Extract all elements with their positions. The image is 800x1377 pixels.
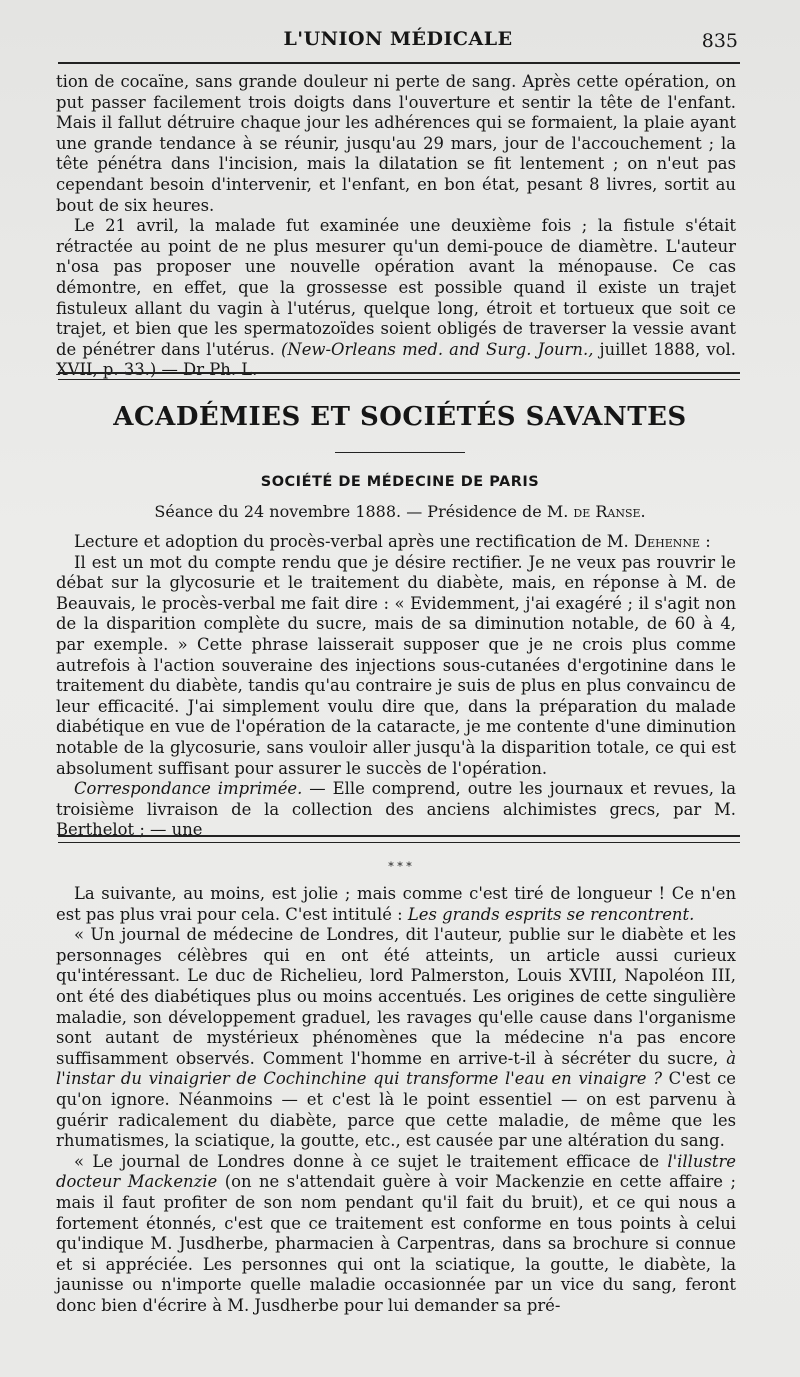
section-title: ACADÉMIES ET SOCIÉTÉS SAVANTES <box>113 402 687 432</box>
correspondance-text: — Elle comprend, outre les journaux et revues, la troisième livraison de la collection des anciens alchimistes grecs, par M. Berthelot ; — une <box>56 779 736 840</box>
page-number: 835 <box>701 30 738 52</box>
feuilleton-p1-title: Les grands esprits se rencontrent. <box>407 904 695 924</box>
adoption-name: Dehenne : <box>633 532 711 551</box>
adoption-line <box>56 532 736 553</box>
correspondance-label: Correspondance imprimée. <box>74 779 303 799</box>
header-rule <box>58 62 740 64</box>
feuilleton-paragraph-3 <box>56 1152 736 1317</box>
feuilleton-p3-text-b: (on ne s'attendait guère à voir Mackenzie en cette affaire ; mais il faut profiter de son nom pendant qu'il fait du bruit), et ce qui nous a fortement étonnés, c'est que ce traitement est conforme en tous points à celui qu'indique M. Jusdherbe, pharmacien à Carpentras, dans sa brochure si connue et si appréciée. Les personnes qui ont la sciatique, la goutte, le diabète, la jaunisse ou n'importe quelle maladie occasionnée par un vice du sang, feront donc bien d'écrire à M. Jusdherbe pour lui demander sa pré- <box>56 1172 736 1315</box>
session-president: de Ranse. <box>573 502 646 521</box>
intro-paragraph-1: tion de cocaïne, sans grande douleur ni perte de sang. Après cette opération, on put passer facilement trois doigts dans l'ouverture et sentir la tête de l'enfant. Mais il fallut détruire chaque jour les adhérences qui se formaient, la plaie ayant une grande tendance à se réunir, jusqu'au 29 mars, jour de l'accouchement ; la tête pénétra dans l'incision, mais la dilatation se fit lentement ; on n'eut pas cependant besoin d'intervenir, et l'enfant, en bon état, pesant 8 livres, sortit au bout de six heures. <box>56 72 736 215</box>
feuilleton-p2-text-b: C'est ce qu'on ignore. Néanmoins — et c'est là le point essentiel — on est parvenu à guérir radicalement du diabète, parce que cette maladie, de même que les rhumatismes, la sciatique, la goutte, etc., est causée par une altération du sang. <box>56 1069 736 1151</box>
feuilleton-divider <box>58 835 740 843</box>
section-divider <box>58 372 740 380</box>
intro-text <box>56 72 736 381</box>
section-title-rule <box>335 452 465 453</box>
citation-end: juillet 1888, vol. XVII, p. 33.) — Dr Ph. L. <box>56 339 736 380</box>
running-head <box>58 22 738 62</box>
intro-paragraph-2-text: Le 21 avril, la malade fut examinée une deuxième fois ; la fistule s'était rétractée au point de ne plus mesurer qu'un demi-pouce de diamètre. L'auteur n'osa pas proposer une nouvelle opération avant la ménopause. Ce cas démontre, en effet, que la grossesse est possible quand il existe un trajet fistuleux allant du vagin à l'utérus, quelque long, étroit et tortueux que soit ce trajet, et bien que les spermatozoïdes soient obligés de traverser la vessie avant de pénétrer dans l'utérus. <box>56 216 736 359</box>
rectification-paragraph: Il est un mot du compte rendu que je désire rectifier. Je ne veux pas rouvrir le débat sur la glycosurie et le traitement du diabète, mais, en réponse à M. de Beauvais, le procès-verbal me fait dire : « Evidemment, j'ai exagéré ; il s'agit non de la disparition complète du sucre, mais de sa diminution notable, de 60 à 4, par exemple. » Cette phrase laisserait supposer que je ne crois plus comme autrefois à l'action souveraine des injections sous-cutanées d'ergotinine dans le traitement du diabète, tandis qu'au contraire je suis de plus en plus convaincu de leur efficacité. J'ai simplement voulu dire que, dans la préparation du malade diabétique en vue de l'opération de la cataracte, je me contente d'une diminution notable de la glycosurie, sans vouloir aller jusqu'à la disparition totale, ce qui est absolument suffisant pour assurer le succès de l'opération. <box>56 552 736 778</box>
feuilleton-p2-italic: à l'instar du vinaigrier de Cochinchine qui transforme l'eau en vinaigre ? <box>56 1048 736 1089</box>
feuilleton-paragraph-1 <box>56 884 736 925</box>
feuilleton-paragraph-2 <box>56 925 736 1152</box>
session-prefix: Séance du 24 novembre 1888. — Présidence de M. <box>154 502 569 521</box>
feuilleton-p3-text-a: « Le journal de Londres donne à ce sujet le traitement efficace de <box>74 1151 660 1171</box>
correspondance-paragraph <box>56 779 736 841</box>
journal-title: L'UNION MÉDICALE <box>283 28 513 50</box>
feuilleton-p1-text: La suivante, au moins, est jolie ; mais comme c'est tiré de longueur ! Ce n'en est pas plus vrai pour cela. C'est intitulé : <box>56 884 736 924</box>
adoption-prefix: Lecture et adoption du procès-verbal après une rectification de M. <box>74 532 629 551</box>
asterism: * * * <box>388 860 412 873</box>
feuilleton-p2-text-a: « Un journal de médecine de Londres, dit l'auteur, publie sur le diabète et les personnages célèbres qui en ont été atteints, un article aussi curieux qu'intéressant. Le duc de Richelieu, lord Palmerston, Louis XVIII, Napoléon III, ont été des diabétiques plus ou moins accentués. Les origines de cette singulière maladie, son développement graduel, les ravages qu'elle cause dans l'organisme sont autant de mystérieux phénomènes que la médecine n'a pas encore suffisamment observés. Comment l'homme en arrive-t-il à sécréter du sucre, <box>56 925 736 1068</box>
session-line <box>0 502 800 521</box>
minutes-text <box>56 532 736 841</box>
feuilleton-text <box>56 884 736 1316</box>
intro-paragraph-2 <box>56 216 736 381</box>
feuilleton-p3-italic-a: l'illustre docteur Mackenzie <box>56 1151 736 1192</box>
society-title: SOCIÉTÉ DE MÉDECINE DE PARIS <box>260 474 540 490</box>
citation-journal: (New-Orleans med. and Surg. Journ., <box>281 339 594 359</box>
